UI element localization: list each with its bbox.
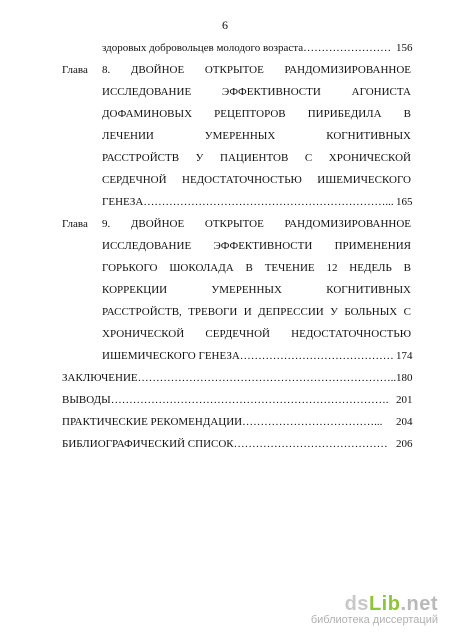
toc-page-201: 201: [396, 394, 413, 406]
watermark-subtitle: библиотека диссертаций: [310, 614, 438, 626]
chapter8-line-1: 8. ДВОЙНОЕ ОТКРЫТОЕ РАНДОМИЗИРОВАННОЕ: [102, 64, 411, 76]
watermark-brand: dsLib.net: [344, 593, 438, 615]
chapter8-line-4: ЛЕЧЕНИИ УМЕРЕННЫХ КОГНИТИВНЫХ: [102, 130, 411, 142]
dslib-watermark-logo[interactable]: [311, 593, 438, 626]
toc-entry-findings: ВЫВОДЫ………………………………………………………………….: [62, 394, 389, 406]
chapter8-line-6: СЕРДЕЧНОЙ НЕДОСТАТОЧНОСТЬЮ ИШЕМИЧЕСКОГО: [102, 174, 411, 186]
chapter9-line-5: РАССТРОЙСТВ, ТРЕВОГИ И ДЕПРЕССИИ У БОЛЬНЫХ С: [102, 306, 411, 318]
chapter9-line-3: ГОРЬКОГО ШОКОЛАДА В ТЕЧЕНИЕ 12 НЕДЕЛЬ В: [102, 262, 411, 274]
chapter9-label: Глава: [62, 218, 88, 230]
toc-entry-bibliography: БИБЛИОГРАФИЧЕСКИЙ СПИСОК……………………………………: [62, 438, 388, 450]
toc-page-206: 206: [396, 438, 413, 450]
page-number: 6: [222, 18, 228, 32]
chapter8-line-3: ДОФАМИНОВЫХ РЕЦЕПТОРОВ ПИРИБЕДИЛА В: [102, 108, 411, 120]
chapter9-line-1: 9. ДВОЙНОЕ ОТКРЫТОЕ РАНДОМИЗИРОВАННОЕ: [102, 218, 411, 230]
toc-entry-conclusion: ЗАКЛЮЧЕНИЕ……………………………………………………………..: [62, 372, 397, 384]
chapter8-line-2: ИССЛЕДОВАНИЕ ЭФФЕКТИВНОСТИ АГОНИСТА: [102, 86, 411, 98]
chapter9-line-6: ХРОНИЧЕСКОЙ СЕРДЕЧНОЙ НЕДОСТАТОЧНОСТЬЮ: [102, 328, 411, 340]
toc-page-180: 180: [396, 372, 413, 384]
toc-page-204: 204: [396, 416, 413, 428]
toc-entry-healthy-volunteers: здоровых добровольцев молодого возраста……………………: [102, 42, 392, 54]
chapter9-line-7: ИШЕМИЧЕСКОГО ГЕНЕЗА……………………………………: [102, 350, 394, 362]
chapter9-line-2: ИССЛЕДОВАНИЕ ЭФФЕКТИВНОСТИ ПРИМЕНЕНИЯ: [102, 240, 411, 252]
chapter8-line-7: ГЕНЕЗА…………………………………………………………...: [102, 196, 394, 208]
chapter8-label: Глава: [62, 64, 88, 76]
toc-page-156: 156: [396, 42, 413, 54]
toc-page-174: 174: [396, 350, 413, 362]
chapter9-line-4: КОРРЕКЦИИ УМЕРЕННЫХ КОГНИТИВНЫХ: [102, 284, 411, 296]
chapter8-line-5: РАССТРОЙСТВ У ПАЦИЕНТОВ С ХРОНИЧЕСКОЙ: [102, 152, 411, 164]
toc-entry-recommendations: ПРАКТИЧЕСКИЕ РЕКОМЕНДАЦИИ………………………………...: [62, 416, 383, 428]
toc-page-165: 165: [396, 196, 413, 208]
